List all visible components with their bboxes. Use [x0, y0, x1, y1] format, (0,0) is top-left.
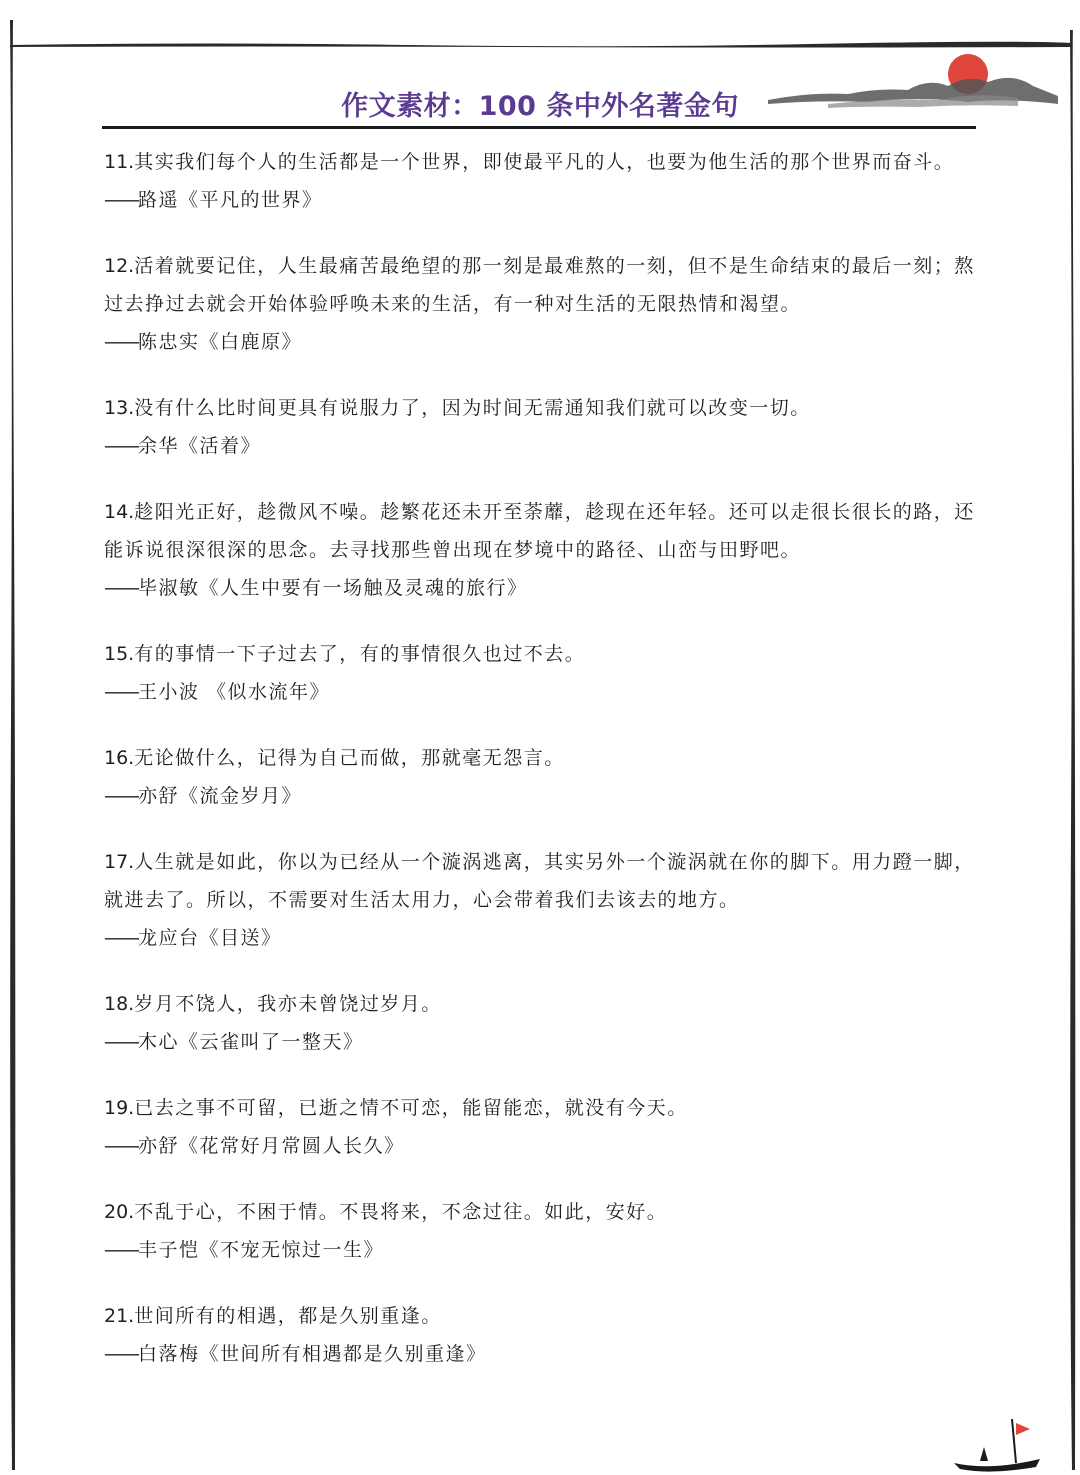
- quote-text: 21.世间所有的相遇，都是久别重逢。: [104, 1305, 442, 1327]
- source-dash: ——: [104, 1343, 138, 1365]
- source-dash: ——: [104, 785, 138, 807]
- quote-source: ——陈忠实《白鹿原》: [104, 331, 303, 353]
- quote-number: 21.: [104, 1305, 135, 1327]
- quote-text: 12.活着就要记住，人生最痛苦最绝望的那一刻是最难熬的一刻，但不是生命结束的最后一刻；熬过去挣过去就会开始体验呼唤未来的生活，有一种对生活的无限热情和渴望。: [104, 255, 975, 315]
- source-dash: ——: [104, 435, 138, 457]
- quote-text: 11.其实我们每个人的生活都是一个世界，即使最平凡的人，也要为他生活的那个世界而奋斗。: [104, 151, 955, 173]
- quote-number: 11.: [104, 151, 135, 173]
- quote-text: 17.人生就是如此，你以为已经从一个漩涡逃离，其实另外一个漩涡就在你的脚下。用力蹬一脚，就进去了。所以，不需要对生活太用力，心会带着我们去该去的地方。: [104, 851, 975, 911]
- quote-entry: [104, 1297, 976, 1373]
- quote-number: 20.: [104, 1201, 135, 1223]
- source-dash: ——: [104, 927, 138, 949]
- quote-text: 20.不乱于心，不困于情。不畏将来，不念过往。如此，安好。: [104, 1201, 668, 1223]
- quote-entry: [104, 1193, 976, 1269]
- quote-text: 19.已去之事不可留，已逝之情不可恋，能留能恋，就没有今天。: [104, 1097, 688, 1119]
- quote-number: 12.: [104, 255, 135, 277]
- quote-text: 13.没有什么比时间更具有说服力了，因为时间无需通知我们就可以改变一切。: [104, 397, 811, 419]
- ink-boat-icon: [950, 1415, 1050, 1475]
- quote-entry: [104, 635, 976, 711]
- page-title: 作文素材：100 条中外名著金句: [341, 91, 739, 122]
- quote-text: 15.有的事情一下子过去了，有的事情很久也过不去。: [104, 643, 586, 665]
- quote-source: ——亦舒《流金岁月》: [104, 785, 303, 807]
- source-dash: ——: [104, 1135, 138, 1157]
- quote-list: [104, 143, 976, 1401]
- quote-number: 17.: [104, 851, 135, 873]
- quote-text: 16.无论做什么，记得为自己而做，那就毫无怨言。: [104, 747, 565, 769]
- source-dash: ——: [104, 331, 138, 353]
- quote-source: ——毕淑敏《人生中要有一场触及灵魂的旅行》: [104, 577, 528, 599]
- quote-source: ——王小波 《似水流年》: [104, 681, 331, 703]
- quote-source: ——白落梅《世间所有相遇都是久别重逢》: [104, 1343, 487, 1365]
- quote-number: 15.: [104, 643, 135, 665]
- quote-number: 19.: [104, 1097, 135, 1119]
- quote-source: ——丰子恺《不宠无惊过一生》: [104, 1239, 385, 1261]
- quote-entry: [104, 843, 976, 957]
- quote-source: ——亦舒《花常好月常圆人长久》: [104, 1135, 405, 1157]
- source-dash: ——: [104, 577, 138, 599]
- quote-number: 16.: [104, 747, 135, 769]
- source-dash: ——: [104, 1239, 138, 1261]
- quote-number: 18.: [104, 993, 135, 1015]
- quote-source: ——木心《云雀叫了一整天》: [104, 1031, 364, 1053]
- quote-text: 18.岁月不饶人，我亦未曾饶过岁月。: [104, 993, 442, 1015]
- source-dash: ——: [104, 189, 138, 211]
- quote-entry: [104, 389, 976, 465]
- quote-entry: [104, 739, 976, 815]
- quote-source: ——路遥《平凡的世界》: [104, 189, 323, 211]
- ink-brush-left-border: [4, 20, 18, 1470]
- title-divider: [102, 126, 976, 129]
- quote-entry: [104, 1089, 976, 1165]
- quote-entry: [104, 143, 976, 219]
- quote-text: 14.趁阳光正好，趁微风不噪。趁繁花还未开至荼蘼，趁现在还年轻。还可以走很长很长的路，还能诉说很深很深的思念。去寻找那些曾出现在梦境中的路径、山峦与田野吧。: [104, 501, 975, 561]
- source-dash: ——: [104, 1031, 138, 1053]
- ink-brush-top-border: [10, 40, 1072, 50]
- ink-brush-right-border: [1066, 30, 1080, 1470]
- quote-entry: [104, 247, 976, 361]
- source-dash: ——: [104, 681, 138, 703]
- quote-number: 13.: [104, 397, 135, 419]
- quote-source: ——龙应台《目送》: [104, 927, 282, 949]
- quote-source: ——余华《活着》: [104, 435, 262, 457]
- quote-entry: [104, 985, 976, 1061]
- quote-number: 14.: [104, 501, 135, 523]
- quote-entry: [104, 493, 976, 607]
